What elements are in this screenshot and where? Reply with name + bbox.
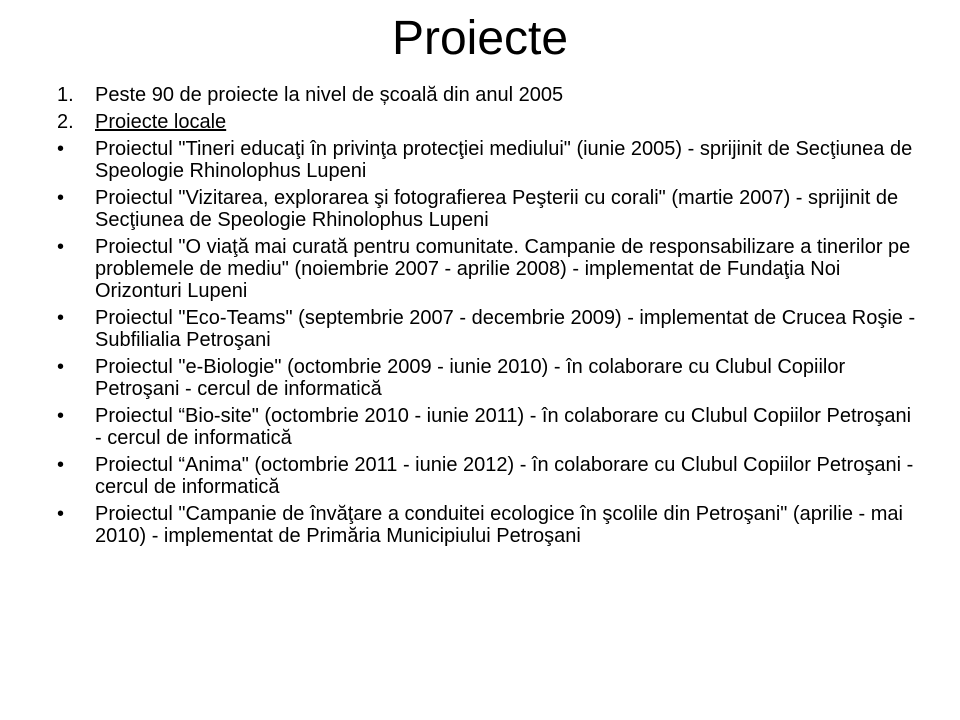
- list-item: [57, 356, 917, 400]
- list-item-local-projects: [57, 111, 917, 133]
- local-projects-link[interactable]: Proiecte locale: [95, 111, 227, 133]
- bullet-icon: •: [57, 405, 65, 427]
- slide-title: Proiecte: [391, 12, 569, 65]
- list-item-text: Proiectul "Tineri educaţi în privinţa protecţiei mediului" (iunie 2005) - sprijinit de Secţiunea de Speologie Rhinolophus Lupeni: [95, 138, 913, 182]
- bullet-icon: •: [57, 307, 65, 329]
- bullet-icon: •: [57, 503, 65, 525]
- list-number: 2.: [57, 111, 74, 133]
- list-item-text: Proiectul “Anima" (octombrie 2011 - iunie 2012) - în colaborare cu Clubul Copiilor Petroşani - cercul de informatică: [95, 454, 914, 498]
- list-number: 1.: [57, 84, 74, 106]
- bullet-icon: •: [57, 236, 65, 258]
- list-item: [57, 307, 917, 351]
- list-item-text: Proiectul "e-Biologie" (octombrie 2009 - iunie 2010) - în colaborare cu Clubul Copiilor Petroşani - cercul de informatică: [95, 356, 846, 400]
- list-item: [57, 405, 917, 449]
- list-item: [57, 138, 917, 182]
- list-item: [57, 503, 917, 547]
- list-item-text: Peste 90 de proiecte la nivel de școală din anul 2005: [95, 84, 564, 106]
- bullet-icon: •: [57, 356, 65, 378]
- list-item-text: Proiectul “Bio-site" (octombrie 2010 - iunie 2011) - în colaborare cu Clubul Copiilor Petroşani - cercul de informatică: [95, 405, 912, 449]
- list-item-text: Proiectul "Eco-Teams" (septembrie 2007 - decembrie 2009) - implementat de Crucea Roşie - Subfilialia Petroşani: [95, 307, 916, 351]
- list-item: [57, 236, 917, 302]
- list-item: [57, 454, 917, 498]
- list-item-text: Proiectul "O viaţă mai curată pentru comunitate. Campanie de responsabilizare a tinerilor pe problemele de mediu" (noiembrie 2007 - aprilie 2008) - implementat de Fundaţia Noi Orizonturi Lupeni: [95, 236, 911, 302]
- project-list: [57, 84, 917, 552]
- list-item-school-projects: [57, 84, 917, 106]
- bullet-icon: •: [57, 187, 65, 209]
- list-item-text: Proiectul "Vizitarea, explorarea şi fotografierea Peşterii cu corali" (martie 2007) - sprijinit de Secţiunea de Speologie Rhinolophus Lupeni: [95, 187, 899, 231]
- bullet-icon: •: [57, 138, 65, 160]
- bullet-icon: •: [57, 454, 65, 476]
- list-item: [57, 187, 917, 231]
- list-item-text: Proiectul "Campanie de învăţare a conduitei ecologice în şcolile din Petroşani" (aprilie - mai 2010) - implementat de Primăria Municipiului Petroşani: [95, 503, 903, 547]
